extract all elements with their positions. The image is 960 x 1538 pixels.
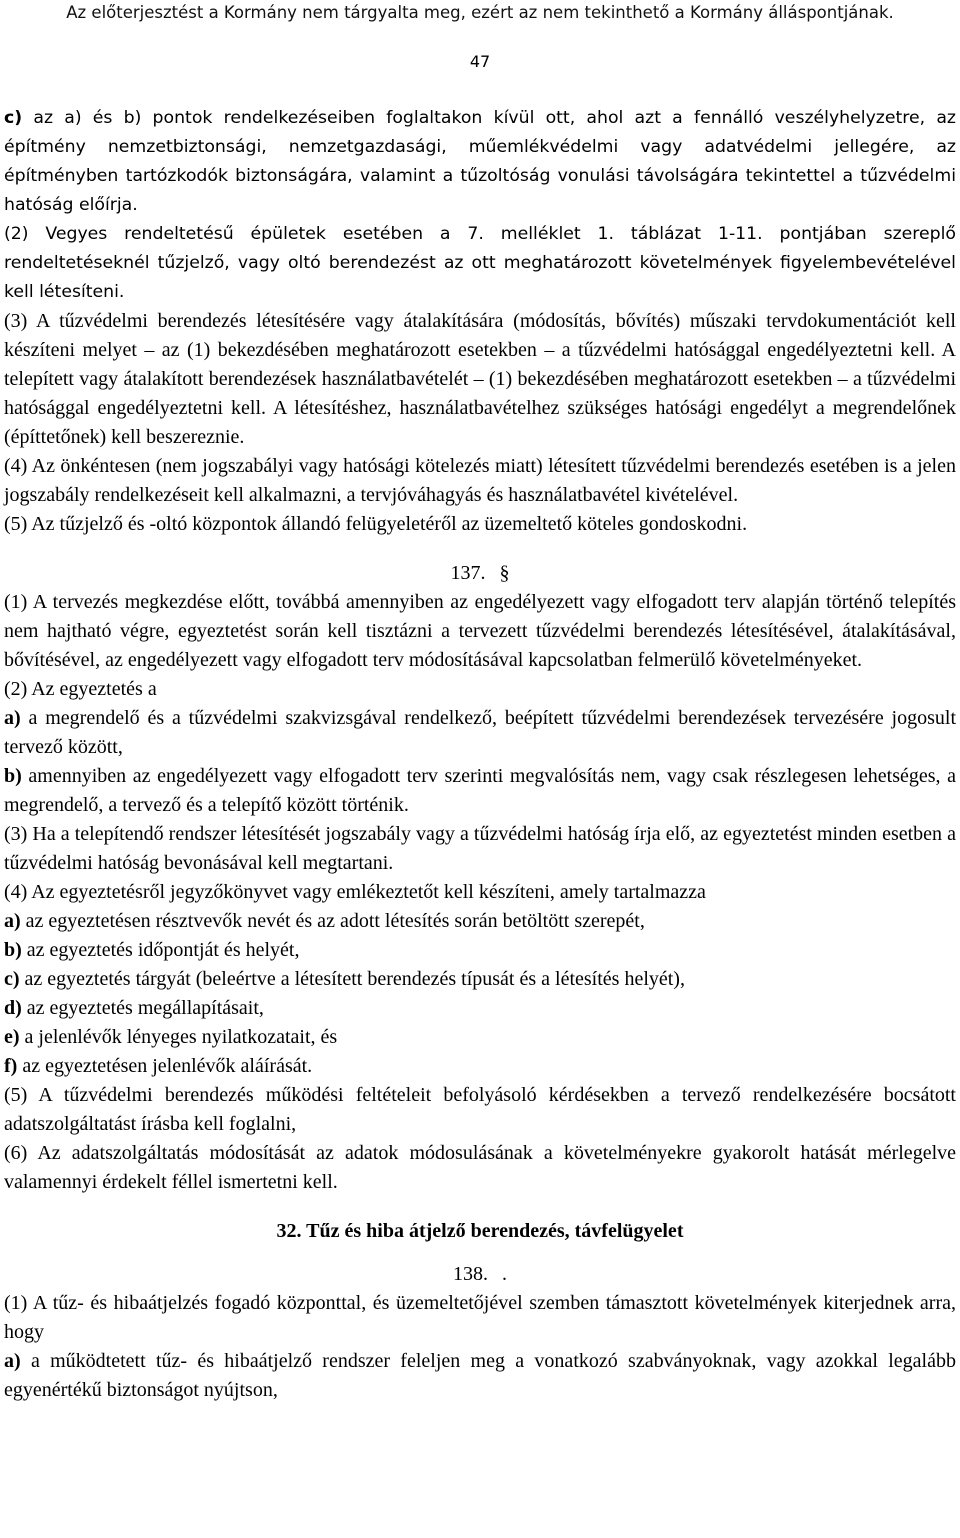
s137-paragraph-4	[4, 878, 956, 907]
paragraph-4	[4, 452, 956, 510]
spacer	[4, 1197, 956, 1217]
paragraph-label: (4)	[4, 881, 28, 903]
paragraph-text: az a) és b) pontok rendelkezéseiben foglaltakon kívül ott, ahol azt a fennálló veszélyhelyzetre, az építmény nemzetbiztonsági, nemzetgazdasági, műemlékvédelmi vagy adatvédelmi jellegére, az építményben tartózkodók biztonságára, valamint a tűzoltóság vonulási távolságára tekintettel a tűzvédelmi hatóság előírja.	[4, 108, 956, 215]
point-label: a)	[4, 707, 21, 729]
section-number: 137.	[450, 562, 486, 584]
point-label: b)	[4, 939, 22, 961]
point-label: f)	[4, 1055, 18, 1077]
s137-point-4d	[4, 994, 956, 1023]
paragraph-label: (3)	[4, 823, 28, 845]
section-137-heading	[4, 559, 956, 588]
section-number: 138.	[453, 1263, 488, 1285]
paragraph-text: A tűz- és hibaátjelzés fogadó központtal, és üzemeltetőjével szemben támasztott követelmények kiterjednek arra, hogy	[4, 1292, 956, 1343]
paragraph-text: amennyiben az engedélyezett vagy elfogadott terv szerinti megvalósítás nem, vagy csak részlegesen lehetséges, a megrendelő, a tervező és a telepítő között történik.	[4, 765, 956, 816]
point-label: d)	[4, 997, 22, 1019]
paragraph-text: az egyeztetés megállapításait,	[21, 997, 264, 1019]
paragraph-3	[4, 307, 956, 452]
paragraph-text: A tervezés megkezdése előtt, továbbá amennyiben az engedélyezett vagy elfogadott terv alapján történő telepítés nem hajtható végre, egyeztetést során kell tisztázni a tervezett tűzvédelmi berendezés létesítésével, átalakításával, bővítésével, az engedélyezett vagy elfogadott terv módosításával kapcsolatban felmerülő követelményeket.	[4, 591, 956, 671]
paragraph-text: a jelenlévők lényeges nyilatkozatait, és	[19, 1026, 338, 1048]
point-label: e)	[4, 1026, 20, 1048]
s137-point-2b	[4, 762, 956, 820]
paragraph-text: Az egyeztetés a	[27, 678, 157, 700]
point-label: b)	[4, 765, 22, 787]
paragraph-label: (5)	[4, 1084, 28, 1106]
s138-paragraph-1	[4, 1289, 956, 1347]
s137-point-4c	[4, 965, 956, 994]
paragraph-label: (4)	[4, 455, 28, 477]
point-label: c)	[4, 108, 23, 128]
paragraph-text: a megrendelő és a tűzvédelmi szakvizsgával rendelkező, beépített tűzvédelmi berendezések tervezésére jogosult tervező között,	[4, 707, 956, 758]
document-body	[4, 104, 956, 1405]
paragraph-text: Az tűzjelző és -oltó központok állandó felügyeletéről az üzemeltető köteles gondoskodni.	[27, 513, 748, 535]
paragraph-c	[4, 104, 956, 220]
section-sign: .	[502, 1263, 507, 1285]
s137-paragraph-3	[4, 820, 956, 878]
paragraph-text: Az egyeztetésről jegyzőkönyvet vagy emlékeztetőt kell készíteni, amely tartalmazza	[27, 881, 706, 903]
section-138-heading	[4, 1260, 956, 1289]
paragraph-text: az egyeztetésen jelenlévők aláírását.	[17, 1055, 313, 1077]
s137-paragraph-6	[4, 1139, 956, 1197]
draft-notice-banner: Az előterjesztést a Kormány nem tárgyalta meg, ezért az nem tekinthető a Kormány álláspontjának.	[0, 0, 960, 26]
paragraph-label: (5)	[4, 513, 28, 535]
chapter-32-title: 32. Tűz és hiba átjelző berendezés, távfelügyelet	[276, 1220, 684, 1242]
paragraph-label: (3)	[4, 310, 28, 332]
point-label: a)	[4, 1350, 21, 1372]
point-label: a)	[4, 910, 21, 932]
paragraph-text: az egyeztetésen résztvevők nevét és az adott létesítés során betöltött szerepét,	[20, 910, 645, 932]
section-sign: §	[499, 562, 510, 584]
paragraph-text: Ha a telepítendő rendszer létesítését jogszabály vagy a tűzvédelmi hatóság írja elő, az egyeztetést minden esetben a tűzvédelmi hatóság bevonásával kell megtartani.	[4, 823, 956, 874]
paragraph-5	[4, 510, 956, 539]
paragraph-text: Vegyes rendeltetésű épületek esetében a 7. melléklet 1. táblázat 1-11. pontjában szereplő rendeltetéseknél tűzjelző, vagy oltó berendezést az ott meghatározott követelmények figyelembevételével kell létesíteni.	[4, 224, 956, 302]
spacer	[4, 539, 956, 559]
s137-point-2a	[4, 704, 956, 762]
paragraph-label: (1)	[4, 1292, 28, 1314]
s137-point-4a	[4, 907, 956, 936]
paragraph-label: (2)	[4, 678, 28, 700]
s137-point-4e	[4, 1023, 956, 1052]
spacer	[4, 1246, 956, 1260]
paragraph-text: Az önkéntesen (nem jogszabályi vagy hatósági kötelezés miatt) létesített tűzvédelmi berendezés esetében is a jelen jogszabály rendelkezéseit kell alkalmazni, a tervjóváhagyás és használatbavétel kivételével.	[4, 455, 956, 506]
paragraph-label: (6)	[4, 1142, 28, 1164]
paragraph-text: Az adatszolgáltatás módosítását az adatok módosulásának a követelményekre gyakorolt hatását mérlegelve valamennyi érdekelt féllel ismertetni kell.	[4, 1142, 956, 1193]
s137-point-4f	[4, 1052, 956, 1081]
paragraph-text: az egyeztetés időpontját és helyét,	[21, 939, 300, 961]
point-label: c)	[4, 968, 20, 990]
s137-paragraph-1	[4, 588, 956, 675]
paragraph-label: (2)	[4, 224, 29, 244]
paragraph-label: (1)	[4, 591, 28, 613]
s137-point-4b	[4, 936, 956, 965]
paragraph-2	[4, 220, 956, 307]
paragraph-text: A tűzvédelmi berendezés működési feltételeit befolyásoló kérdésekben a tervező rendelkezésére bocsátott adatszolgáltatást írásba kell foglalni,	[4, 1084, 956, 1135]
paragraph-text: A tűzvédelmi berendezés létesítésére vagy átalakítására (módosítás, bővítés) műszaki tervdokumentációt kell készíteni melyet – az (1) bekezdésében meghatározott esetekben – a tűzvédelmi hatósággal engedélyeztetni kell. A telepített vagy átalakított berendezések használatbavételét – (1) bekezdésében meghatározott esetekben – a tűzvédelmi hatósággal engedélyeztetni kell. A létesítéshez, használatbavételhez szükséges hatósági engedélyt a megrendelőnek (építtetőnek) kell beszereznie.	[4, 310, 956, 448]
s137-paragraph-5	[4, 1081, 956, 1139]
page-number: 47	[469, 52, 491, 71]
paragraph-text: a működtetett tűz- és hibaátjelző rendszer feleljen meg a vonatkozó szabványoknak, vagy azokkal legalább egyenértékű biztonságot nyújtson,	[4, 1350, 956, 1401]
s138-point-1a	[4, 1347, 956, 1405]
s137-paragraph-2	[4, 675, 956, 704]
paragraph-text: az egyeztetés tárgyát (beleértve a létesített berendezés típusát és a létesítés helyét),	[19, 968, 685, 990]
